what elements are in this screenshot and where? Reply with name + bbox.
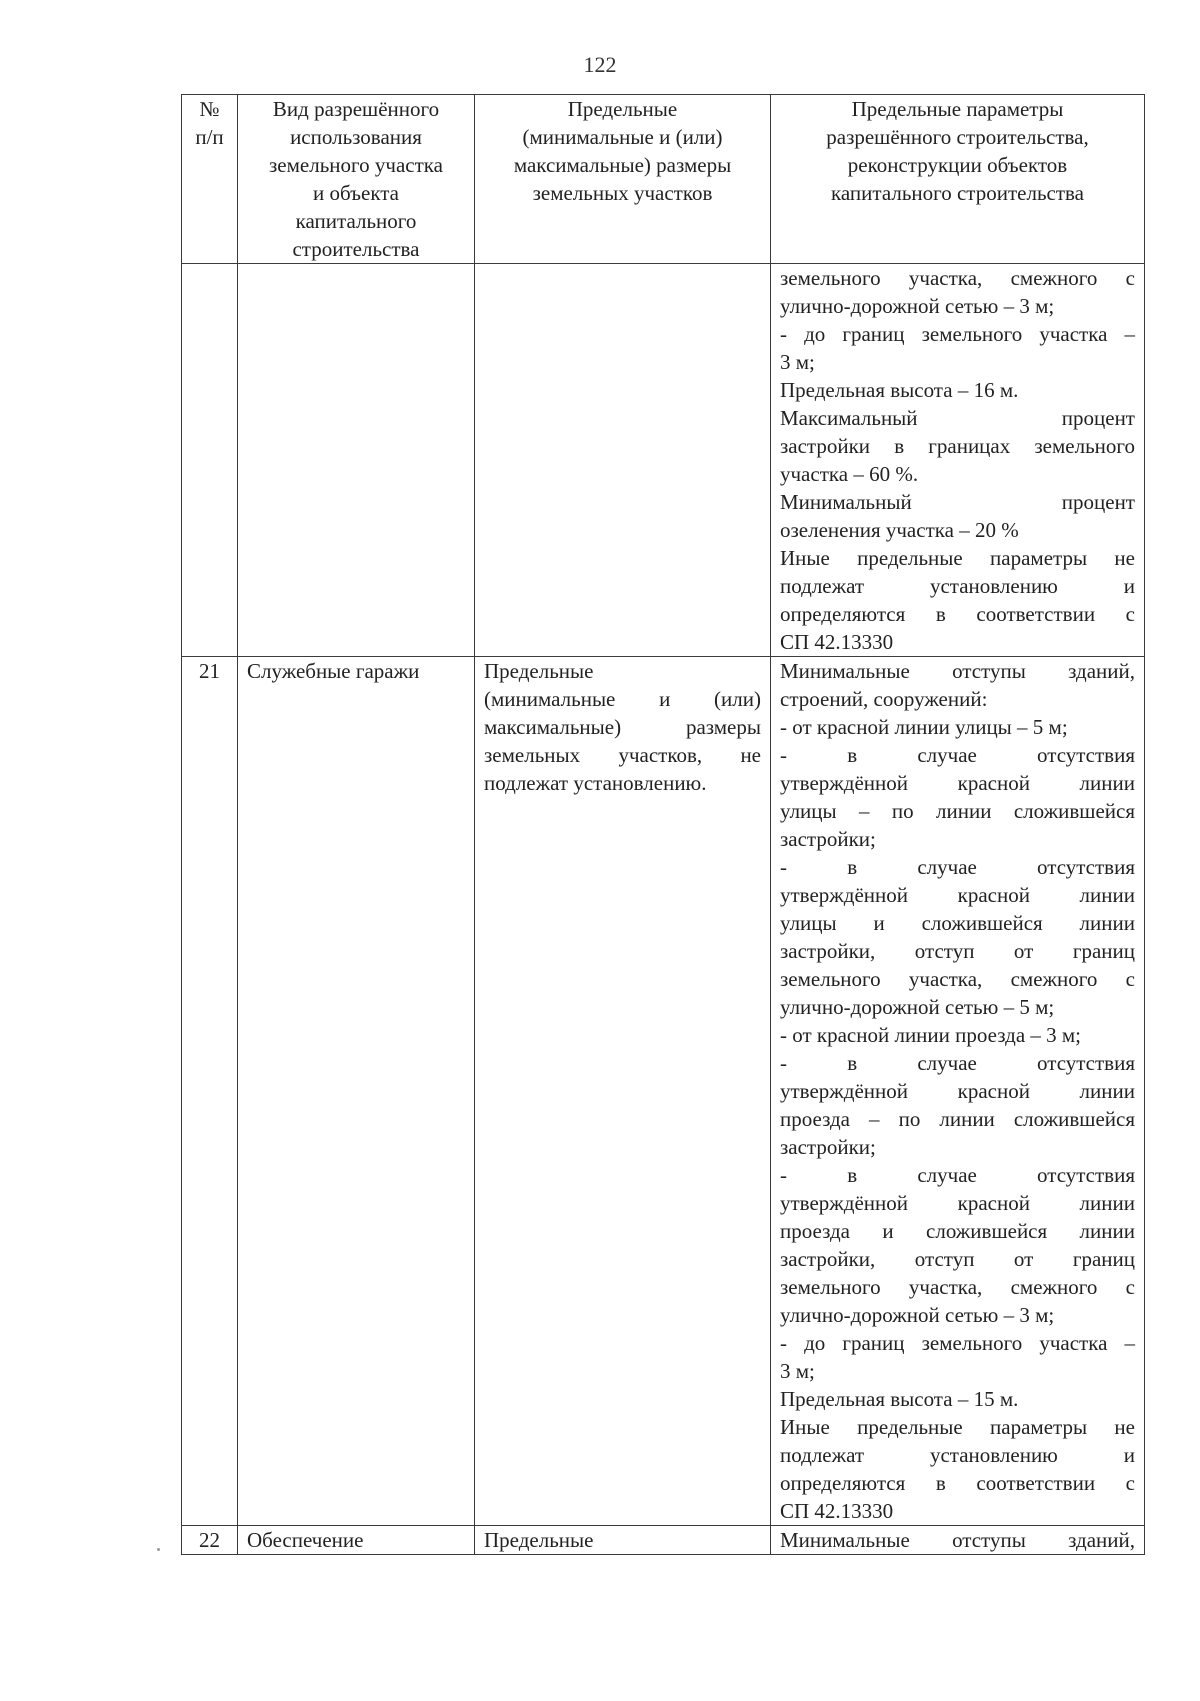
- params-line: 3 м;: [780, 1359, 815, 1383]
- params-line: застройки;: [780, 827, 876, 851]
- header-params-line: разрешённого строительства,: [826, 125, 1089, 149]
- params-line: застройки, отступ от границ: [780, 1247, 1135, 1271]
- params-line: 3 м;: [780, 350, 815, 374]
- params-line: - в случае отсутствия: [780, 743, 1135, 767]
- params-line: улично-дорожной сетью – 5 м;: [780, 995, 1055, 1019]
- row-num-cell: [182, 264, 238, 657]
- params-line: улицы и сложившейся линии: [780, 911, 1135, 935]
- params-line: - до границ земельного участка –: [780, 1331, 1135, 1355]
- params-line: озеленения участка – 20 %: [780, 518, 1019, 542]
- params-line: застройки в границах земельного: [780, 434, 1135, 458]
- params-line: подлежат установлению и: [780, 574, 1135, 598]
- params-line: - до границ земельного участка –: [780, 322, 1135, 346]
- params-line: застройки, отступ от границ: [780, 939, 1135, 963]
- params-line: Минимальный процент: [780, 490, 1135, 514]
- params-line: улично-дорожной сетью – 3 м;: [780, 1303, 1055, 1327]
- header-use-type: [238, 95, 475, 264]
- header-use-type-line: строительства: [292, 237, 420, 261]
- params-line: строений, сооружений:: [780, 687, 988, 711]
- params-line: утверждённой красной линии: [780, 771, 1135, 795]
- params-line: проезда – по линии сложившейся: [780, 1107, 1135, 1131]
- row-use-type-cell: Обеспечение: [238, 1526, 475, 1555]
- scan-speck: [157, 1548, 160, 1551]
- row-params-cell: [771, 1526, 1145, 1555]
- params-line: утверждённой красной линии: [780, 1191, 1135, 1215]
- params-line: Предельная высота – 15 м.: [780, 1387, 1019, 1411]
- header-params-line: Предельные параметры: [851, 97, 1064, 121]
- header-num-line: п/п: [195, 125, 224, 149]
- params-line: Максимальный процент: [780, 406, 1135, 430]
- header-sizes-line: максимальные) размеры: [513, 153, 732, 177]
- header-use-type-line: использования: [290, 125, 422, 149]
- params-line: Минимальные отступы зданий,: [780, 1528, 1135, 1552]
- header-num-line: №: [199, 97, 220, 121]
- params-line: Иные предельные параметры не: [780, 1415, 1135, 1439]
- params-line: улицы – по линии сложившейся: [780, 799, 1135, 823]
- header-sizes-line: (минимальные и (или): [522, 125, 723, 149]
- row-sizes-cell: [475, 657, 771, 1526]
- params-line: земельного участка, смежного с: [780, 1275, 1135, 1299]
- row-num-cell: 22: [182, 1526, 238, 1555]
- params-line: Минимальные отступы зданий,: [780, 659, 1135, 683]
- params-line: - в случае отсутствия: [780, 1163, 1135, 1187]
- sizes-line: земельных участков, не: [484, 743, 761, 767]
- row-num-cell: 21: [182, 657, 238, 1526]
- header-use-type-line: земельного участка: [269, 153, 443, 177]
- params-line: утверждённой красной линии: [780, 1079, 1135, 1103]
- sizes-line: (минимальные и (или): [484, 687, 761, 711]
- sizes-line: Предельные: [484, 659, 594, 683]
- header-num: [182, 95, 238, 264]
- header-use-type-line: капитального: [295, 209, 417, 233]
- row-params-cell: [771, 657, 1145, 1526]
- params-line: участка – 60 %.: [780, 462, 919, 486]
- table-row-21: [182, 657, 1145, 1526]
- params-line: СП 42.13330: [780, 630, 894, 654]
- params-line: улично-дорожной сетью – 3 м;: [780, 294, 1055, 318]
- sizes-line: подлежат установлению.: [484, 771, 707, 795]
- page-number: 122: [583, 52, 617, 77]
- header-sizes-line: земельных участков: [532, 181, 713, 205]
- row-sizes-cell: Предельные: [475, 1526, 771, 1555]
- header-params: [771, 95, 1145, 264]
- row-use-type-cell: [238, 264, 475, 657]
- header-use-type-line: Вид разрешённого: [272, 97, 440, 121]
- table-row-continued: [182, 264, 1145, 657]
- header-params-line: капитального строительства: [831, 181, 1084, 205]
- params-line: застройки;: [780, 1135, 876, 1159]
- params-line: подлежат установлению и: [780, 1443, 1135, 1467]
- params-line: земельного участка, смежного с: [780, 967, 1135, 991]
- params-line: утверждённой красной линии: [780, 883, 1135, 907]
- row-params-cell: [771, 264, 1145, 657]
- regulations-table: [181, 94, 1145, 1555]
- params-line: - в случае отсутствия: [780, 855, 1135, 879]
- params-line: определяются в соответствии с: [780, 1471, 1135, 1495]
- header-params-line: реконструкции объектов: [847, 153, 1068, 177]
- params-line: проезда и сложившейся линии: [780, 1219, 1135, 1243]
- params-line: Иные предельные параметры не: [780, 546, 1135, 570]
- table-row-22: [182, 1526, 1145, 1555]
- params-line: СП 42.13330: [780, 1499, 894, 1523]
- params-line: Предельная высота – 16 м.: [780, 378, 1019, 402]
- row-use-type-cell: Служебные гаражи: [238, 657, 475, 1526]
- params-line: - от красной линии улицы – 5 м;: [780, 715, 1068, 739]
- sizes-line: максимальные) размеры: [484, 715, 761, 739]
- header-row: [182, 95, 1145, 264]
- row-sizes-cell: [475, 264, 771, 657]
- header-sizes: [475, 95, 771, 264]
- params-line: земельного участка, смежного с: [780, 266, 1135, 290]
- params-line: - в случае отсутствия: [780, 1051, 1135, 1075]
- params-line: - от красной линии проезда – 3 м;: [780, 1023, 1082, 1047]
- params-line: определяются в соответствии с: [780, 602, 1135, 626]
- header-use-type-line: и объекта: [312, 181, 399, 205]
- header-sizes-line: Предельные: [567, 97, 678, 121]
